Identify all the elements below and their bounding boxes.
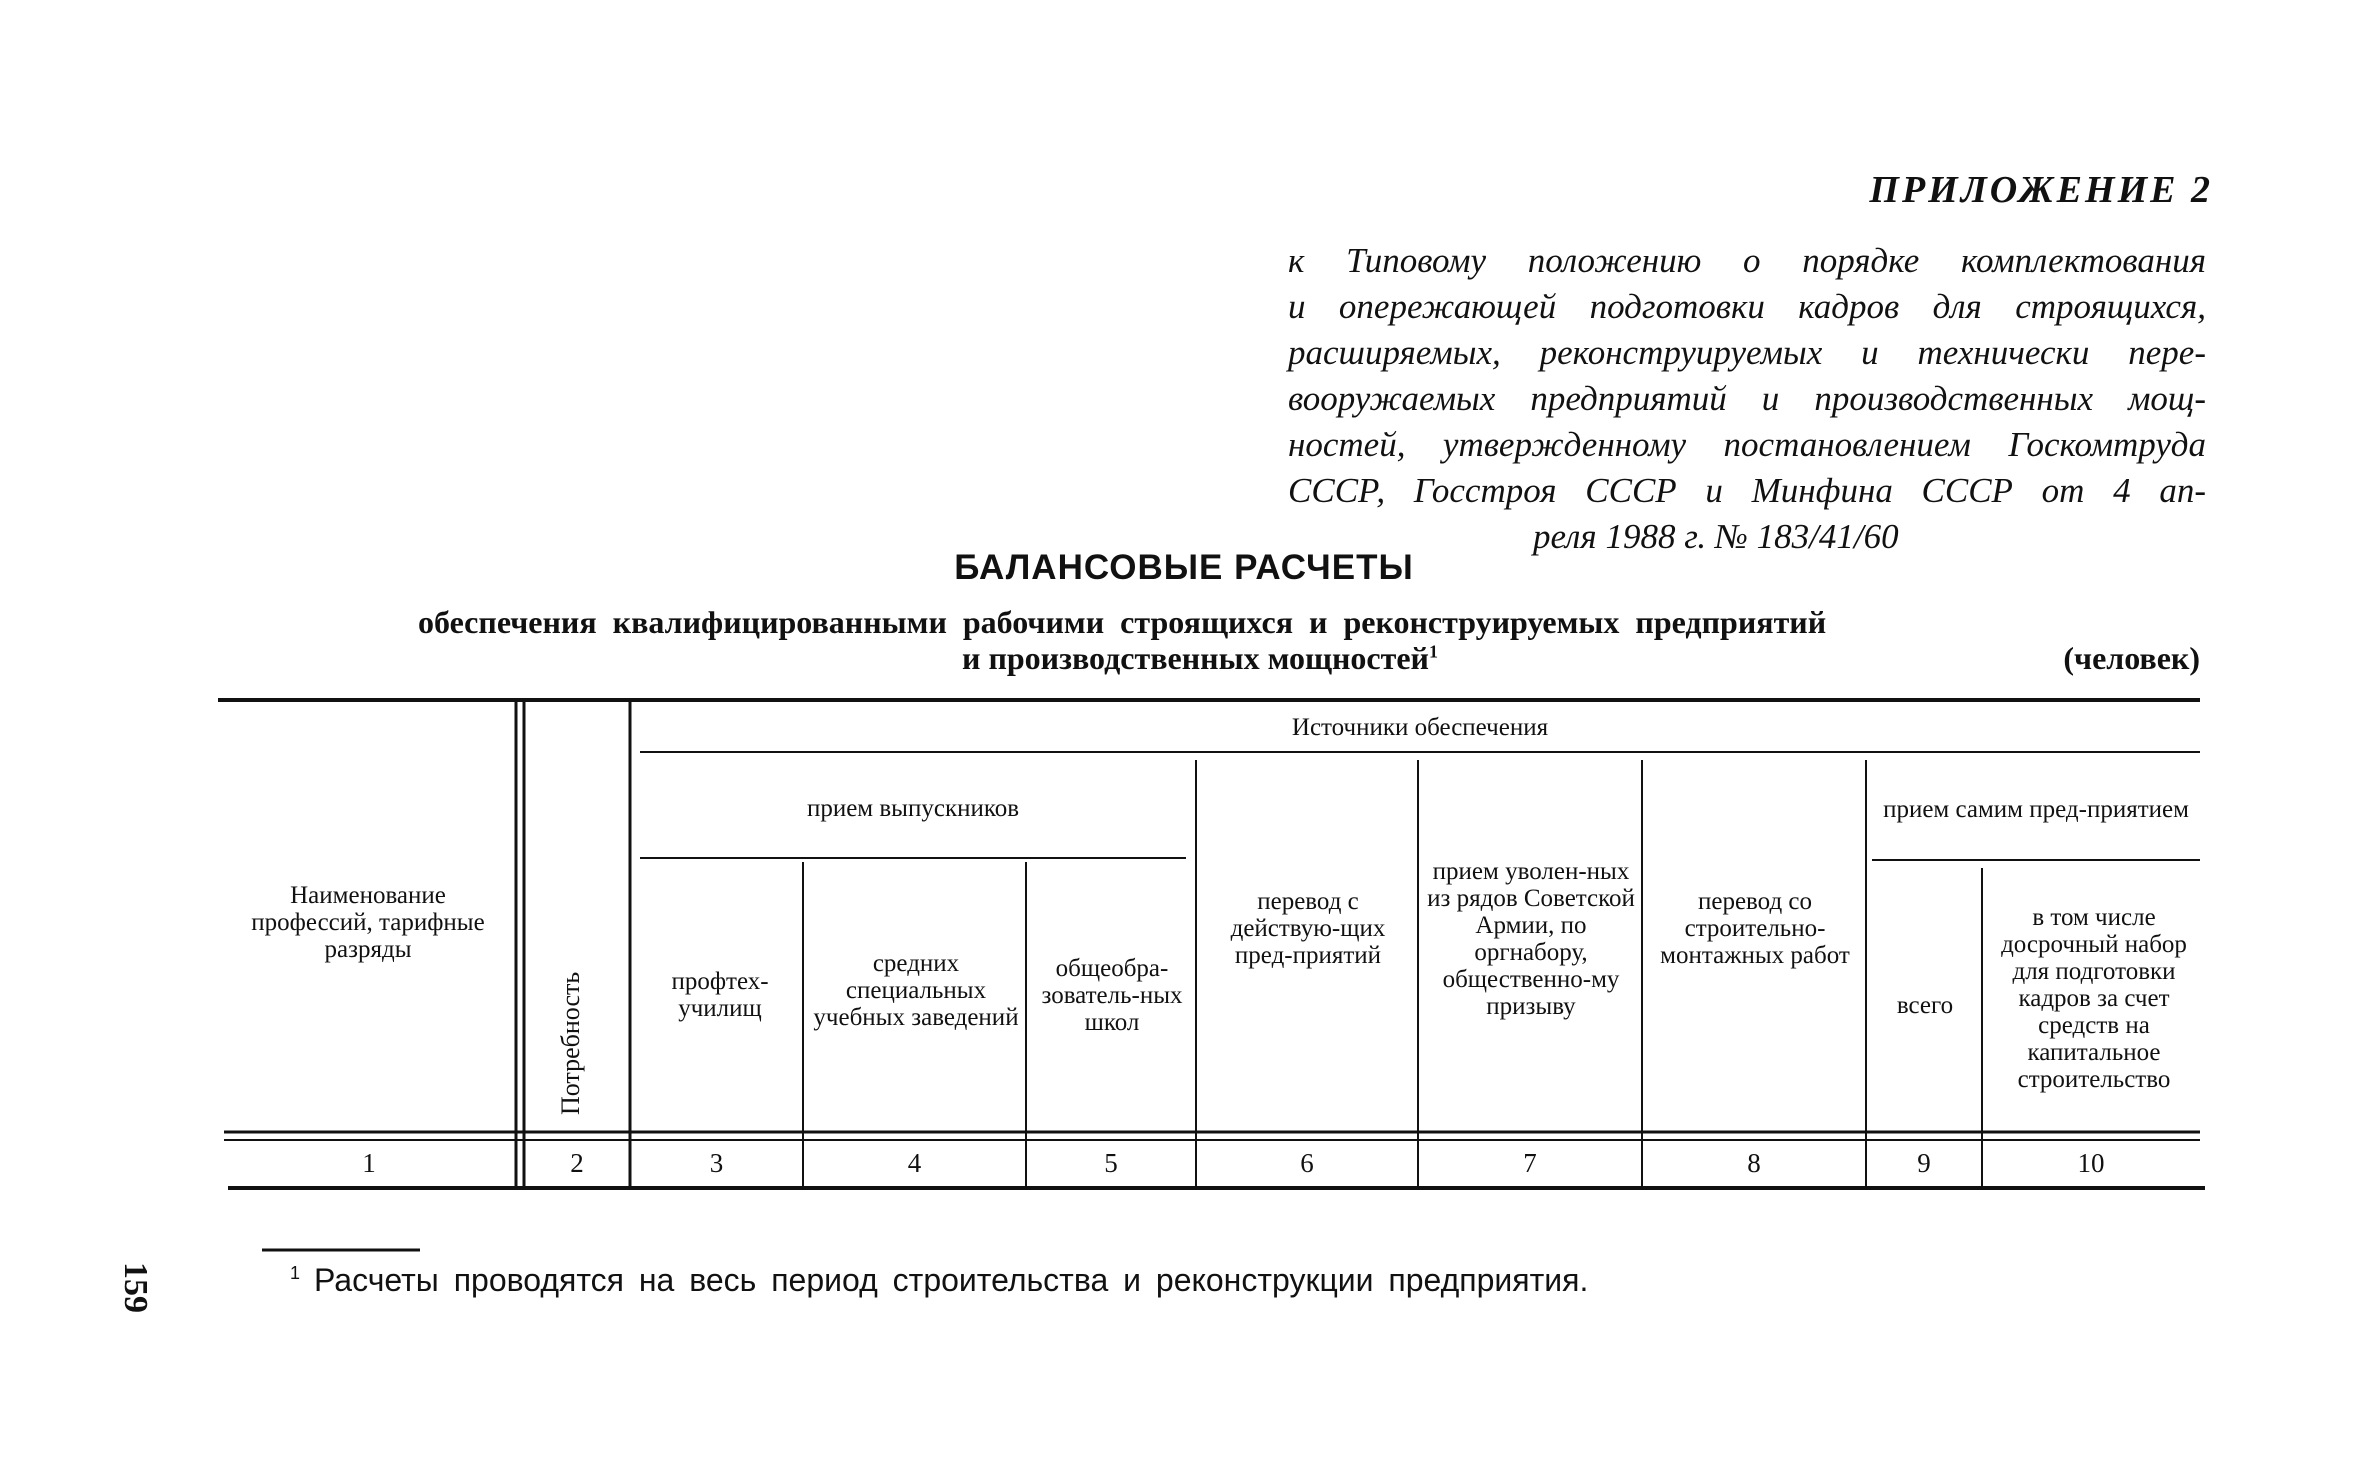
- header-sources-of-supply: Источники обеспечения: [1291, 713, 1549, 741]
- header-early-recruitment: в том числе досрочный набор для подготовки кадров за счет средств на капитальное строительство: [2001, 903, 2187, 1093]
- column-number: 6: [1300, 1148, 1314, 1178]
- header-vocational-schools: профтех-училищ: [671, 968, 769, 1022]
- column-number: 3: [709, 1148, 724, 1178]
- column-number: 1: [362, 1148, 376, 1178]
- column-number: 9: [1917, 1148, 1931, 1178]
- appendix-reference-line: ностей, утвержденному постановлением Госкомтруда: [1288, 425, 2206, 464]
- header-graduates-intake: прием выпускников: [806, 794, 1020, 822]
- header-profession-name: Наименование профессий, тарифные разряды: [251, 881, 485, 963]
- appendix-reference-line: расширяемых, реконструируемых и технически пере-: [1288, 333, 2206, 372]
- header-transfer-from-enterprises: перевод с действую-щих пред-приятий: [1230, 888, 1386, 969]
- appendix-title: ПРИЛОЖЕНИЕ 2: [1869, 169, 2213, 211]
- header-secondary-specialized: средних специальных учебных заведений: [813, 949, 1019, 1031]
- appendix-reference-line: вооружаемых предприятий и производственных мощ-: [1288, 379, 2206, 418]
- footnote-mark: 1: [1428, 641, 1438, 662]
- appendix-reference-line: к Типовому положению о порядке комплектования: [1288, 241, 2206, 280]
- header-transfer-from-construction: перевод со строительно-монтажных работ: [1660, 888, 1850, 969]
- subtitle-text: и производственных мощностей: [962, 640, 1429, 676]
- column-number: 7: [1523, 1148, 1537, 1178]
- header-army-discharged: прием уволен-ных из рядов Советской Армии, по оргнабору, общественно-му призыву: [1427, 858, 1635, 1020]
- column-number: 5: [1104, 1148, 1118, 1178]
- footnote: [290, 1262, 1588, 1299]
- footnote-text: Расчеты проводятся на весь период строительства и реконструкции предприятия.: [314, 1262, 1589, 1298]
- appendix-reference-line: СССР, Госстроя СССР и Минфина СССР от 4 ап-: [1288, 471, 2206, 510]
- footnote-mark: 1: [290, 1263, 301, 1284]
- column-number: 2: [570, 1148, 584, 1178]
- header-enterprise-intake: прием самим пред-приятием: [1883, 795, 2189, 823]
- units-label: (человек): [2063, 640, 2200, 676]
- document-subtitle-line1: обеспечения квалифицированными рабочими строящихся и реконструируемых предприятий: [418, 604, 1827, 640]
- appendix-reference-line: и опережающей подготовки кадров для строящихся,: [1288, 287, 2206, 326]
- column-number: 8: [1747, 1148, 1761, 1178]
- header-general-schools: общеобра-зователь-ных школ: [1041, 954, 1183, 1036]
- header-need: Потребность: [556, 971, 585, 1115]
- column-number: 10: [2077, 1148, 2105, 1178]
- document-title: БАЛАНСОВЫЕ РАСЧЕТЫ: [954, 548, 1414, 587]
- column-number: 4: [907, 1148, 922, 1178]
- header-total: всего: [1896, 991, 1954, 1019]
- appendix-reference-line: реля 1988 г. № 183/41/60: [1533, 517, 1899, 556]
- page-number: 159: [117, 1262, 154, 1313]
